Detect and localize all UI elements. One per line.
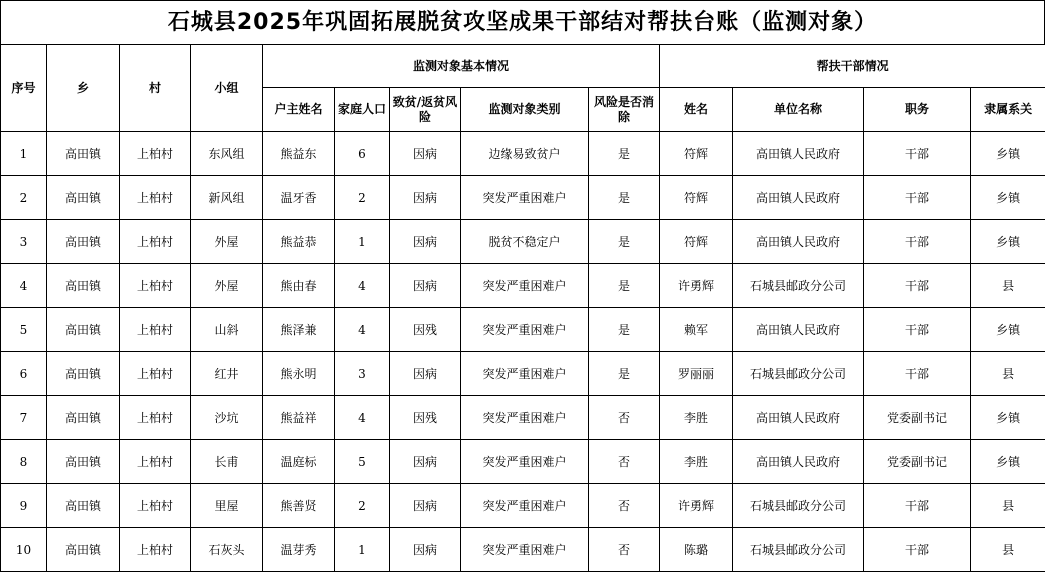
table-row [1,176,1045,220]
cell-risk-eliminated: 否 [589,484,660,528]
cell-cadre-name: 符辉 [660,176,733,220]
cell-family-size: 3 [335,352,390,396]
header-risk-eliminated: 风险是否消除 [589,88,660,132]
header-unit-name: 单位名称 [733,88,864,132]
cell-unit-name: 石城县邮政分公司 [733,264,864,308]
header-poverty-risk: 致贫/返贫风险 [390,88,461,132]
cell-unit-name: 高田镇人民政府 [733,176,864,220]
cell-seq: 7 [1,396,47,440]
cell-risk-eliminated: 是 [589,352,660,396]
cell-affiliation: 县 [971,264,1045,308]
cell-monitor-type: 突发严重困难户 [461,528,589,572]
cell-household-head: 熊泽兼 [263,308,335,352]
cell-group: 沙坑 [191,396,263,440]
cell-unit-name: 石城县邮政分公司 [733,484,864,528]
cell-cadre-name: 许勇辉 [660,264,733,308]
header-cadre-info: 帮扶干部情况 [660,45,1045,88]
cell-village: 上柏村 [120,220,191,264]
cell-poverty-risk: 因病 [390,132,461,176]
cell-group: 红井 [191,352,263,396]
header-position: 职务 [864,88,971,132]
table-body [1,132,1045,572]
cell-township: 高田镇 [47,352,120,396]
cell-seq: 5 [1,308,47,352]
cell-risk-eliminated: 是 [589,176,660,220]
cell-village: 上柏村 [120,352,191,396]
cell-position: 党委副书记 [864,396,971,440]
cell-family-size: 5 [335,440,390,484]
cell-unit-name: 石城县邮政分公司 [733,352,864,396]
cell-position: 干部 [864,484,971,528]
cell-risk-eliminated: 是 [589,220,660,264]
cell-affiliation: 乡镇 [971,440,1045,484]
header-monitor-info: 监测对象基本情况 [263,45,660,88]
cell-monitor-type: 突发严重困难户 [461,396,589,440]
cell-risk-eliminated: 是 [589,264,660,308]
cell-monitor-type: 边缘易致贫户 [461,132,589,176]
header-family-size: 家庭人口 [335,88,390,132]
cell-family-size: 6 [335,132,390,176]
cell-cadre-name: 符辉 [660,220,733,264]
cell-family-size: 1 [335,528,390,572]
cell-affiliation: 乡镇 [971,132,1045,176]
cell-seq: 10 [1,528,47,572]
table-row [1,264,1045,308]
cell-township: 高田镇 [47,220,120,264]
cell-position: 干部 [864,264,971,308]
cell-cadre-name: 许勇辉 [660,484,733,528]
cell-poverty-risk: 因病 [390,528,461,572]
cell-group: 新风组 [191,176,263,220]
cell-family-size: 2 [335,176,390,220]
table-row [1,396,1045,440]
cell-seq: 6 [1,352,47,396]
cell-seq: 9 [1,484,47,528]
cell-monitor-type: 脱贫不稳定户 [461,220,589,264]
cell-affiliation: 县 [971,484,1045,528]
cell-seq: 3 [1,220,47,264]
cell-village: 上柏村 [120,396,191,440]
cell-cadre-name: 符辉 [660,132,733,176]
cell-position: 干部 [864,528,971,572]
cell-village: 上柏村 [120,176,191,220]
cell-poverty-risk: 因病 [390,176,461,220]
cell-monitor-type: 突发严重困难户 [461,484,589,528]
cell-family-size: 1 [335,220,390,264]
cell-poverty-risk: 因病 [390,220,461,264]
cell-poverty-risk: 因病 [390,264,461,308]
cell-group: 外屋 [191,220,263,264]
cell-risk-eliminated: 是 [589,308,660,352]
cell-village: 上柏村 [120,484,191,528]
cell-household-head: 熊益恭 [263,220,335,264]
ledger-table [0,44,1045,572]
cell-family-size: 4 [335,308,390,352]
cell-position: 干部 [864,308,971,352]
cell-seq: 1 [1,132,47,176]
cell-cadre-name: 李胜 [660,396,733,440]
cell-household-head: 熊益祥 [263,396,335,440]
cell-household-head: 熊善贤 [263,484,335,528]
header-household-head: 户主姓名 [263,88,335,132]
cell-poverty-risk: 因残 [390,396,461,440]
cell-seq: 4 [1,264,47,308]
cell-village: 上柏村 [120,440,191,484]
cell-group: 长甫 [191,440,263,484]
table-row [1,528,1045,572]
cell-position: 干部 [864,352,971,396]
cell-position: 干部 [864,176,971,220]
cell-unit-name: 高田镇人民政府 [733,132,864,176]
cell-position: 干部 [864,220,971,264]
cell-position: 党委副书记 [864,440,971,484]
cell-monitor-type: 突发严重困难户 [461,264,589,308]
header-seq: 序号 [1,45,47,132]
cell-township: 高田镇 [47,264,120,308]
header-group: 小组 [191,45,263,132]
cell-affiliation: 乡镇 [971,176,1045,220]
cell-household-head: 熊由春 [263,264,335,308]
cell-unit-name: 石城县邮政分公司 [733,528,864,572]
header-village: 村 [120,45,191,132]
cell-household-head: 温庭标 [263,440,335,484]
cell-cadre-name: 赖军 [660,308,733,352]
header-township: 乡 [47,45,120,132]
cell-unit-name: 高田镇人民政府 [733,396,864,440]
cell-group: 里屋 [191,484,263,528]
cell-household-head: 温牙香 [263,176,335,220]
table-row [1,220,1045,264]
cell-poverty-risk: 因病 [390,352,461,396]
cell-monitor-type: 突发严重困难户 [461,440,589,484]
cell-group: 石灰头 [191,528,263,572]
cell-group: 外屋 [191,264,263,308]
cell-group: 东风组 [191,132,263,176]
cell-poverty-risk: 因残 [390,308,461,352]
cell-position: 干部 [864,132,971,176]
cell-township: 高田镇 [47,176,120,220]
cell-cadre-name: 罗丽丽 [660,352,733,396]
header-cadre-name: 姓名 [660,88,733,132]
cell-monitor-type: 突发严重困难户 [461,352,589,396]
cell-group: 山斜 [191,308,263,352]
cell-township: 高田镇 [47,440,120,484]
cell-family-size: 4 [335,264,390,308]
header-affiliation: 隶属系关 [971,88,1045,132]
cell-poverty-risk: 因病 [390,484,461,528]
cell-village: 上柏村 [120,264,191,308]
cell-affiliation: 乡镇 [971,220,1045,264]
header-monitor-type: 监测对象类别 [461,88,589,132]
cell-township: 高田镇 [47,484,120,528]
cell-township: 高田镇 [47,528,120,572]
table-row [1,352,1045,396]
table-row [1,132,1045,176]
cell-family-size: 2 [335,484,390,528]
cell-unit-name: 高田镇人民政府 [733,440,864,484]
cell-risk-eliminated: 是 [589,132,660,176]
cell-family-size: 4 [335,396,390,440]
cell-monitor-type: 突发严重困难户 [461,308,589,352]
cell-affiliation: 乡镇 [971,308,1045,352]
cell-risk-eliminated: 否 [589,440,660,484]
cell-affiliation: 县 [971,352,1045,396]
cell-affiliation: 县 [971,528,1045,572]
cell-affiliation: 乡镇 [971,396,1045,440]
cell-risk-eliminated: 否 [589,528,660,572]
cell-village: 上柏村 [120,308,191,352]
cell-village: 上柏村 [120,528,191,572]
cell-risk-eliminated: 否 [589,396,660,440]
cell-unit-name: 高田镇人民政府 [733,308,864,352]
cell-poverty-risk: 因病 [390,440,461,484]
cell-household-head: 熊永明 [263,352,335,396]
cell-seq: 8 [1,440,47,484]
cell-cadre-name: 陈璐 [660,528,733,572]
cell-seq: 2 [1,176,47,220]
table-row [1,484,1045,528]
cell-monitor-type: 突发严重困难户 [461,176,589,220]
cell-township: 高田镇 [47,308,120,352]
cell-township: 高田镇 [47,132,120,176]
cell-household-head: 温芽秀 [263,528,335,572]
cell-village: 上柏村 [120,132,191,176]
cell-unit-name: 高田镇人民政府 [733,220,864,264]
cell-household-head: 熊益东 [263,132,335,176]
table-header [1,45,1045,132]
table-row [1,308,1045,352]
cell-cadre-name: 李胜 [660,440,733,484]
table-row [1,440,1045,484]
cell-township: 高田镇 [47,396,120,440]
sheet-title: 石城县2025年巩固拓展脱贫攻坚成果干部结对帮扶台账（监测对象） [0,0,1045,44]
